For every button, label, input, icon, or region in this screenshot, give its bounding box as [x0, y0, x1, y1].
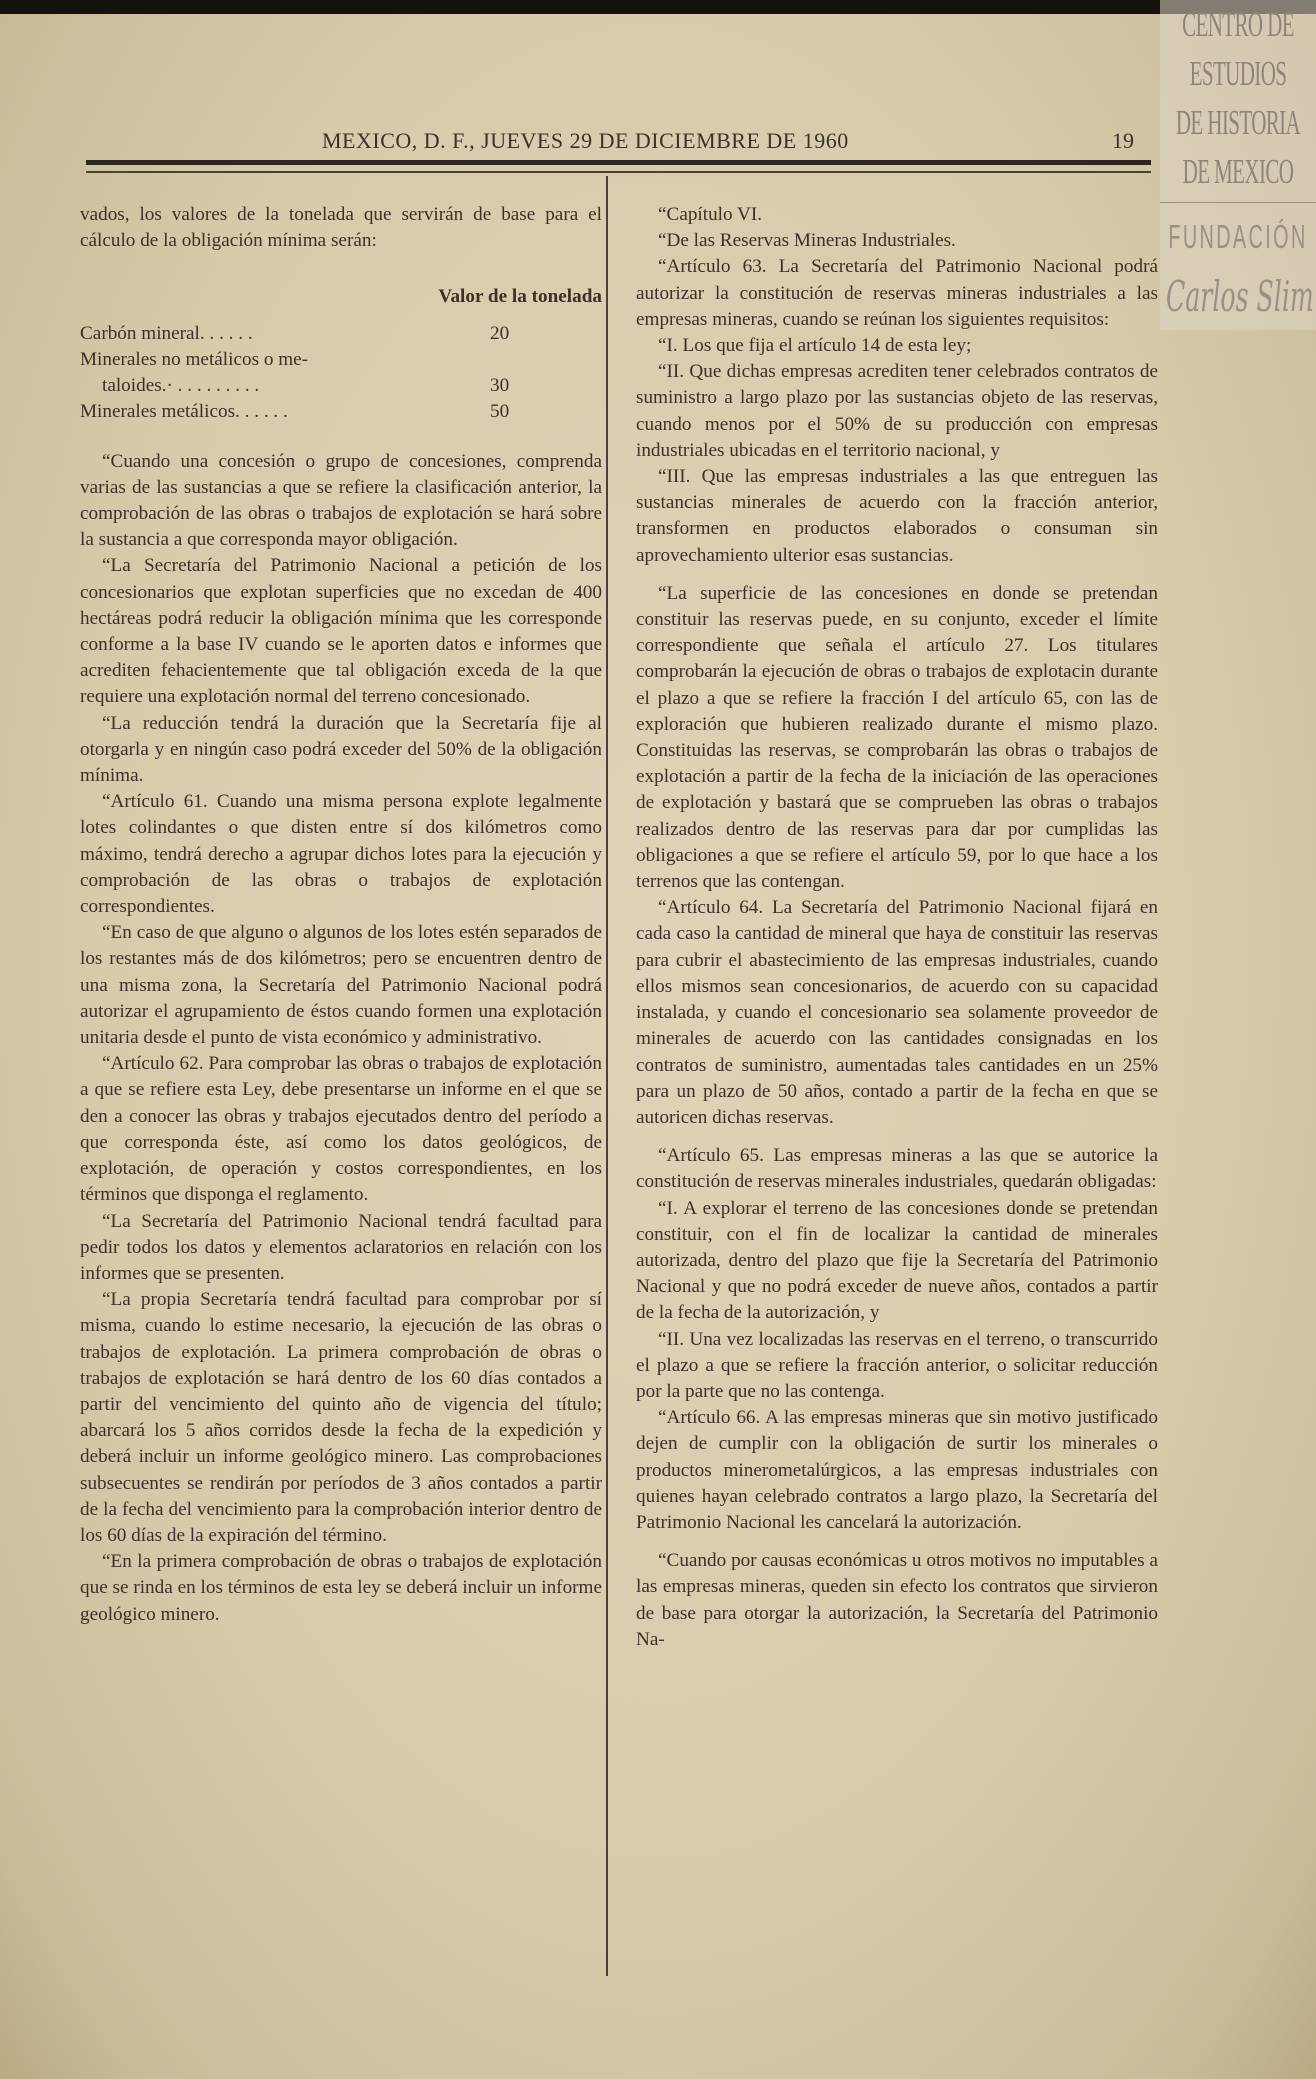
left-column: [80, 202, 602, 1628]
paragraph: “I. Los que fija el artículo 14 de esta ley;: [658, 335, 972, 357]
paragraph: “En la primera comprobación de obras o trabajos de explotación que se rinda en los términos de esta ley se deberá incluir un informe geológico minero.: [80, 1551, 602, 1625]
paragraph: “Cuando por causas económicas u otros motivos no imputables a las empresas mineras, queden sin efecto los contratos que sirvieron de base para otorgar la autorización, la Secretaría del Patrimonio Na-: [636, 1550, 1158, 1650]
paragraph: “Cuando una concesión o grupo de concesiones, comprenda varias de las sustancias a que se refiere la clasificación anterior, la comprobación de las obras o trabajos de explotación se hará sobre la sustancia a que corresponda mayor obligación.: [80, 450, 602, 551]
right-column: [636, 202, 1158, 1653]
paragraph: “Artículo 61. Cuando una misma persona explote legalmente lotes colindantes o que disten entre sí dos kilómetros como máximo, tendrá derecho a agrupar dichos lotes para la ejecución y comprobación de las obras o trabajos de explotación correspondientes.: [80, 791, 602, 918]
table-header: Valor de la tonelada: [438, 286, 602, 308]
header-rule-thin: [86, 171, 1151, 173]
watermark-text: CENTRO DE: [1182, 5, 1294, 44]
table-row: [80, 321, 602, 347]
paragraph: vados, los valores de la tonelada que servirán de base para el cálculo de la obligación mínima serán:: [80, 204, 602, 252]
paragraph: “La Secretaría del Patrimonio Nacional tendrá facultad para pedir todos los datos y elementos aclaratorios en relación con los informes que se presenten.: [80, 1210, 602, 1284]
table-row: [80, 399, 602, 425]
section-heading: “De las Reservas Mineras Industriales.: [658, 230, 956, 252]
row-value: 20: [490, 322, 510, 344]
row-value: 50: [490, 400, 510, 422]
watermark-divider: [1160, 202, 1316, 203]
column-divider: [606, 176, 608, 1976]
row-value: 30: [490, 374, 510, 396]
paragraph: “Artículo 62. Para comprobar las obras o trabajos de explotación a que se refiere esta Ley, debe presentarse un informe en el que se den a conocer las obras y trabajos ejecutados dentro del período a que corresponda éste, así como los datos geológicos, de explotación, de operación y costos correspondientes, en los términos que disponga el reglamento.: [80, 1053, 602, 1206]
paragraph: “La reducción tendrá la duración que la Secretaría fije al otorgarla y en ningún caso podrá exceder del 50% de la obligación mínima.: [80, 712, 602, 787]
paragraph: “Artículo 66. A las empresas mineras que sin motivo justificado dejen de cumplir con la obligación de surtir los minerales o productos minerometalúrgicos, a las empresas industriales con quienes hayan celebrado contratos a largo plazo, la Secretaría del Patrimonio Nacional les cancelará la autorización.: [636, 1407, 1158, 1533]
row-label: Minerales metálicos. . . . . .: [80, 400, 288, 422]
watermark-text: ESTUDIOS: [1189, 54, 1287, 93]
paragraph: “La superficie de las concesiones en donde se pretendan constituir las reservas puede, en su conjunto, exceder el límite correspondiente que señala el artículo 27. Los titulares comprobarán la ejecución de obras o trabajos de explotacin durante el plazo a que se refiere la fracción I del artículo 65, con las de exploración que hubieren realizado durante el mismo plazo. Constituidas las reservas, se comprobarán las obras o trabajos de explotación a partir de la fecha de la iniciación de las operaciones de explotación y bastará que se comprueben las obras o trabajos realizados dentro de las reservas para dar por cumplidas las obligaciones a que se refiere el artículo 59, por lo que hace a los terrenos que las contengan.: [636, 582, 1158, 893]
scan-border: [0, 0, 1316, 14]
paragraph: “La Secretaría del Patrimonio Nacional a petición de los concesionarios que explotan superficies que no excedan de 400 hectáreas podrá reducir la obligación mínima que les corresponde conforme a la base IV cuando se le aporten datos e informes que acrediten fehacientemente que tal obligación exceda de la que requiere una explotación normal del terreno concesionado.: [80, 555, 602, 708]
watermark-text: DE MEXICO: [1182, 152, 1294, 191]
value-table: [80, 321, 602, 425]
table-row: [80, 373, 602, 399]
chapter-heading: “Capítulo VI.: [658, 204, 763, 225]
paragraph: “II. Una vez localizadas las reservas en el terreno, o transcurrido el plazo a que se refiere la fracción anterior, o solicitar reducción por la parte que no las contenga.: [636, 1328, 1158, 1402]
row-label: taloides.· . . . . . . . . .: [102, 374, 260, 396]
paragraph: “En caso de que alguno o algunos de los lotes estén separados de los restantes más de dos kilómetros; pero se encuentren dentro de una misma zona, la Secretaría del Patrimonio Nacional podrá autorizar el agrupamiento de éstos cuando formen una explotación unitaria desde el punto de vista económico y administrativo.: [80, 922, 602, 1049]
watermark-text: DE HISTORIA: [1175, 103, 1301, 142]
masthead-title: MEXICO, D. F., JUEVES 29 DE DICIEMBRE DE 1960: [322, 128, 849, 153]
page-number: 19: [1112, 128, 1134, 153]
row-label: Minerales no metálicos o me-: [80, 348, 309, 370]
paragraph: “Artículo 64. La Secretaría del Patrimonio Nacional fijará en cada caso la cantidad de mineral que haya de constituir las reservas para cubrir el abastecimiento de las empresas industriales, cuando ellos mismos sean concesionarios, de acuerdo con su capacidad instalada, y cuando el concesionario sea solamente proveedor de minerales de acuerdo con las cantidades consignadas en los contratos de suministro, aumentadas tales cantidades en un 25% para un plazo de 50 años, contado a partir de la fecha en que se autoricen dichas reservas.: [636, 897, 1158, 1128]
header-rule: [86, 160, 1151, 165]
watermark-signature: Carlos Slim: [1166, 272, 1314, 321]
paragraph: “La propia Secretaría tendrá facultad para comprobar por sí misma, cuando lo estime necesario, la ejecución de las obras o trabajos de explotación. La primera comprobación de obras o trabajos de explotación se hará dentro de los 60 días contados a partir del vencimiento del quinto año de vigencia del título; abarcará los 5 años corridos desde la fecha de la expedición y deberá incluir un informe geológico minero. Las comprobaciones subsecuentes se rendirán por períodos de 3 años contados a partir de la fecha del vencimiento para la comprobación interior dentro de los 60 días de la expiración del término.: [80, 1289, 602, 1546]
table-row: [80, 347, 602, 373]
row-value: [410, 347, 550, 373]
watermark-foundation: FUNDACIÓN: [1168, 218, 1308, 255]
paragraph: “Artículo 65. Las empresas mineras a las que se autorice la constitución de reservas minerales industriales, quedarán obligadas:: [636, 1145, 1158, 1193]
paragraph: “I. A explorar el terreno de las concesiones donde se pretendan constituir, con el fin de localizar la cantidad de minerales autorizada, dentro del plazo que fije la Secretaría del Patrimonio Nacional y que no podrá exceder de nueve años, contados a partir de la fecha de la autorización, y: [636, 1197, 1158, 1324]
row-label: Carbón mineral. . . . . .: [80, 322, 253, 344]
masthead: [0, 128, 1316, 158]
paragraph: “III. Que las empresas industriales a las que entreguen las sustancias minerales de acuerdo con la fracción anterior, transformen en productos elaborados o consuman sin aprovechamiento ulterior esas sustancias.: [636, 466, 1158, 566]
paragraph: “Artículo 63. La Secretaría del Patrimonio Nacional podrá autorizar la constitución de reservas mineras industriales a las empresas mineras, cuando se reúnan los siguientes requisitos:: [636, 256, 1158, 330]
watermark-content: [1160, 0, 1316, 330]
paragraph: “II. Que dichas empresas acrediten tener celebrados contratos de suministro a largo plazo por las sustancias objeto de las reservas, cuando menos por el 50% de su producción con empresas industriales ubicadas en el territorio nacional, y: [636, 361, 1158, 461]
